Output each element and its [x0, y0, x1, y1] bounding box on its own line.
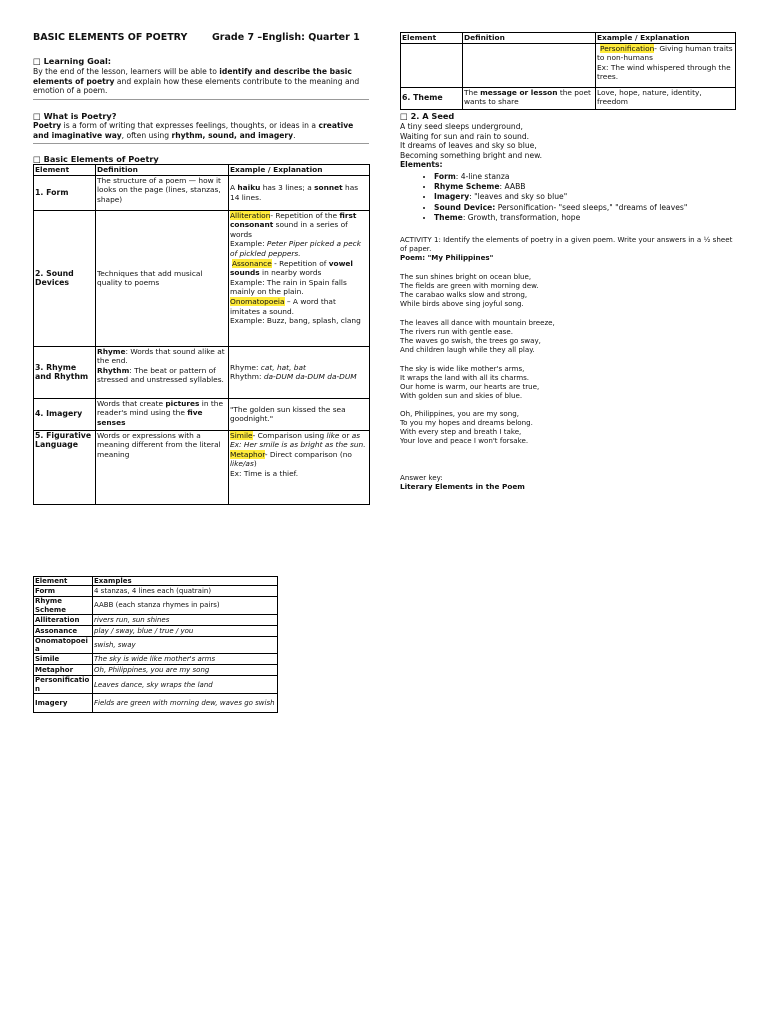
example-rhyme — [229, 346, 370, 398]
poem-label: Poem: "My Philippines" — [400, 253, 494, 262]
answer-example: Leaves dance, sky wraps the land — [93, 676, 278, 694]
poem-line: Becoming something bright and new. — [400, 150, 543, 160]
t: Example: Buzz, bang, splash, clang — [230, 316, 361, 326]
t: Rhyme Scheme — [434, 182, 500, 192]
t: : "leaves and sky so blue" — [469, 192, 568, 202]
seed-elements-list — [400, 172, 736, 223]
wp-c: , often using — [121, 130, 172, 140]
poem-line: Our home is warm, our hearts are true, — [400, 382, 540, 392]
list-item — [434, 192, 736, 202]
table-header-row — [34, 577, 278, 586]
t: in nearby words — [259, 268, 322, 278]
t: in the reader's mind using the — [97, 398, 224, 418]
col-examples: Examples — [93, 577, 278, 586]
t: Metaphor — [230, 449, 265, 459]
t: Example: — [230, 239, 267, 249]
table-row — [34, 654, 278, 665]
t: Peter Piper picked a peck of pickled peppers. — [230, 239, 362, 258]
t: the poet wants to share — [464, 87, 591, 107]
t: - Repetition of the — [270, 210, 340, 220]
divider — [33, 143, 369, 144]
table-row — [34, 210, 370, 346]
answer-element: Onomatopoeia — [34, 636, 93, 654]
answer-example: The sky is wide like mother's arms — [93, 654, 278, 665]
answer-example: 4 stanzas, 4 lines each (quatrain) — [93, 586, 278, 597]
t: five senses — [97, 408, 203, 427]
element-form: 1. Form — [34, 175, 96, 210]
t: Ex: The wind whispered through the trees. — [597, 62, 731, 82]
basic-elements-table — [33, 164, 370, 505]
activity-instruction: ACTIVITY 1: Identify the elements of poetry in a given poem. Write your answers in a ½ sheet of paper. — [400, 235, 733, 254]
t: A — [230, 183, 238, 192]
t: Rhythm: — [230, 372, 264, 382]
col-definition: Definition — [96, 165, 229, 176]
poem-line: To you my hopes and dreams belong. — [400, 418, 533, 428]
t: as — [351, 430, 361, 440]
t: message or lesson — [480, 87, 558, 97]
t: cat, hat, bat — [260, 362, 306, 372]
t: Rhyme: — [230, 362, 261, 372]
definition-sound: Techniques that add musical quality to poems — [96, 210, 229, 346]
seed-heading: □ 2. A Seed — [400, 111, 455, 121]
table-row — [34, 586, 278, 597]
table-row — [34, 430, 370, 504]
poem-stanza-4 — [400, 409, 533, 445]
t: first consonant — [230, 210, 357, 230]
divider — [33, 99, 369, 100]
example-figurative — [229, 430, 370, 504]
poetry-term: Poetry — [33, 121, 62, 130]
answer-example: rivers run, sun shines — [93, 614, 278, 625]
definition-figurative: Words or expressions with a meaning different from the literal meaning — [96, 430, 229, 504]
answer-example: play / sway, blue / true / you — [93, 625, 278, 636]
col-element: Element — [401, 33, 463, 44]
learning-goal-text — [33, 67, 369, 96]
wp-b: creative and imaginative way — [33, 121, 354, 140]
element-figurative: 5. Figurative Language — [34, 430, 96, 504]
title-text: BASIC ELEMENTS OF POETRY — [33, 32, 188, 43]
t: – A word that imitates a sound. — [230, 296, 336, 316]
element-empty — [401, 43, 463, 87]
list-item — [434, 203, 736, 213]
seed-poem — [400, 122, 736, 170]
answer-element: Imagery — [34, 694, 93, 713]
col-example: Example / Explanation — [229, 165, 370, 176]
poem-line: The leaves all dance with mountain breeze, — [400, 318, 555, 327]
t: : Words that sound alike at the end. — [97, 346, 225, 366]
example-form — [229, 175, 370, 210]
answer-table — [33, 576, 278, 713]
col-element: Element — [34, 577, 93, 586]
answer-element: Assonance — [34, 625, 93, 636]
answer-key-label: Answer key: — [400, 473, 443, 482]
t: Form — [434, 172, 456, 181]
table-row — [34, 175, 370, 210]
element-sound: 2. Sound Devices — [34, 210, 96, 346]
definition-empty — [463, 43, 596, 87]
table-row — [34, 597, 278, 615]
wp-d: rhythm, sound, and imagery — [171, 130, 294, 140]
poem-line: And children laugh while they all play. — [400, 345, 535, 355]
answer-element: Rhyme Scheme — [34, 597, 93, 615]
wp-a: is a form of writing that expresses feelings, thoughts, or ideas in a — [61, 121, 319, 130]
t: Simile — [230, 430, 253, 440]
list-item — [434, 213, 736, 223]
definition-imagery — [96, 398, 229, 430]
t: : 4-line stanza — [455, 172, 510, 181]
lg-part-2: identify and describe the basic elements of poetry — [33, 67, 352, 86]
t: : The beat or pattern of stressed and unstressed syllables. — [97, 365, 224, 385]
poem-line: Waiting for sun and rain to sound. — [400, 131, 530, 141]
t: - Comparison using — [252, 430, 327, 440]
list-item — [434, 182, 736, 192]
example-sound — [229, 210, 370, 346]
table-header-row — [34, 165, 370, 176]
continued-elements-table — [400, 32, 736, 110]
poem-line: Oh, Philippines, you are my song, — [400, 409, 519, 418]
what-is-poetry-text — [33, 121, 369, 140]
example-theme: Love, hope, nature, identity, freedom — [596, 87, 736, 109]
table-row — [34, 665, 278, 676]
t: has 14 lines. — [230, 183, 359, 202]
t: haiku — [237, 183, 261, 192]
t: Words that create — [97, 398, 166, 408]
t: : Growth, transformation, hope — [462, 212, 581, 222]
answer-element: Metaphor — [34, 665, 93, 676]
t: Onomatopoeia — [230, 296, 285, 306]
t: sonnet — [314, 183, 343, 192]
poem-line: With every step and breath I take, — [400, 427, 522, 437]
lg-part-1: By the end of the lesson, learners will be able to — [33, 67, 220, 76]
poem-line: The rivers run with gentle ease. — [400, 327, 513, 337]
answer-example: Fields are green with morning dew, waves go swish — [93, 694, 278, 713]
t: has 3 lines; a — [260, 183, 315, 192]
t: : AABB — [499, 182, 526, 192]
table-row — [34, 625, 278, 636]
t: vowel sounds — [230, 258, 353, 278]
t: The — [464, 87, 481, 97]
answer-example: swish, sway — [93, 636, 278, 654]
example-imagery: "The golden sun kissed the sea goodnight." — [229, 398, 370, 430]
definition-theme — [463, 87, 596, 109]
poem-stanza-2 — [400, 318, 555, 354]
answer-example: Oh, Philippines, you are my song — [93, 665, 278, 676]
t: pictures — [165, 398, 200, 408]
poem-line: The waves go swish, the trees go sway, — [400, 336, 541, 346]
t: - Repetition of — [271, 258, 329, 268]
t: Alliteration — [230, 210, 271, 220]
poem-line: While birds above sing joyful song. — [400, 299, 524, 309]
poem-line: Your love and peace I won't forsake. — [400, 436, 529, 446]
t: ) — [253, 459, 257, 469]
answer-element: Form — [34, 586, 93, 597]
t: Ex: Time is a thief. — [230, 468, 299, 478]
table-row — [34, 346, 370, 398]
poem-line: The fields are green with morning dew. — [400, 281, 539, 291]
answer-rows — [34, 586, 278, 713]
t: Imagery — [434, 192, 470, 202]
poem-line: It dreams of leaves and sky so blue, — [400, 141, 537, 151]
lg-part-3: and explain how these elements contribute to the meaning and emotion of a poem. — [33, 76, 360, 96]
table-row — [34, 398, 370, 430]
t: Personification- "seed sleeps," "dreams of leaves" — [495, 202, 688, 212]
col-element: Element — [34, 165, 96, 176]
grade-text: Grade 7 –English: Quarter 1 — [212, 32, 360, 43]
example-personification — [596, 43, 736, 87]
table-row — [34, 694, 278, 713]
elements-label: Elements: — [400, 160, 443, 170]
element-rhyme: 3. Rhyme and Rhythm — [34, 346, 96, 398]
t: like — [326, 430, 340, 440]
t: Rhythm — [97, 365, 130, 375]
poem-line: The sky is wide like mother's arms, — [400, 364, 525, 373]
table-row — [401, 87, 736, 109]
answer-key-title: Literary Elements in the Poem — [400, 482, 525, 491]
t: - Direct comparison (no — [264, 449, 352, 459]
learning-goal-heading: □ Learning Goal: — [33, 56, 112, 66]
element-theme: 6. Theme — [401, 87, 463, 109]
t: Personification — [600, 43, 655, 53]
list-item — [434, 172, 736, 182]
poem-stanza-1 — [400, 272, 539, 308]
t: Sound Device: — [434, 202, 496, 212]
answer-example: AABB (each stanza rhymes in pairs) — [93, 597, 278, 615]
col-definition: Definition — [463, 33, 596, 44]
t: da-DUM da-DUM da-DUM — [263, 372, 357, 382]
poem-line: It wraps the land with all its charms. — [400, 373, 530, 383]
t: Theme — [434, 212, 463, 222]
table-header-row — [401, 33, 736, 44]
poem-line: With golden sun and skies of blue. — [400, 391, 523, 401]
what-is-poetry-heading: □ What is Poetry? — [33, 111, 117, 121]
table-row — [34, 614, 278, 625]
document-title — [33, 32, 360, 43]
wp-e: . — [293, 130, 296, 140]
answer-element: Alliteration — [34, 614, 93, 625]
definition-rhyme — [96, 346, 229, 398]
t: Ex: Her smile is as bright as the sun. — [230, 440, 366, 450]
answer-element: Simile — [34, 654, 93, 665]
t: or — [339, 430, 352, 440]
t: - Giving human traits to non-humans — [597, 43, 733, 63]
answer-element: Personification — [34, 676, 93, 694]
poem-line: The sun shines bright on ocean blue, — [400, 272, 532, 281]
poem-line: The carabao walks slow and strong, — [400, 290, 528, 300]
table-row — [34, 676, 278, 694]
t: Example: The rain in Spain falls mainly on the plain. — [230, 277, 347, 297]
t: Assonance — [232, 258, 272, 268]
definition-form: The structure of a poem — how it looks on the page (lines, stanzas, shape) — [96, 175, 229, 210]
t: Rhyme — [97, 346, 126, 356]
poem-line: A tiny seed sleeps underground, — [400, 122, 523, 131]
table-row — [401, 43, 736, 87]
table-row — [34, 636, 278, 654]
element-imagery: 4. Imagery — [34, 398, 96, 430]
t: like/as — [230, 459, 254, 469]
col-example: Example / Explanation — [596, 33, 736, 44]
t: sound in a series of words — [230, 220, 348, 239]
basic-elements-heading: □ Basic Elements of Poetry — [33, 154, 159, 164]
poem-stanza-3 — [400, 364, 539, 400]
